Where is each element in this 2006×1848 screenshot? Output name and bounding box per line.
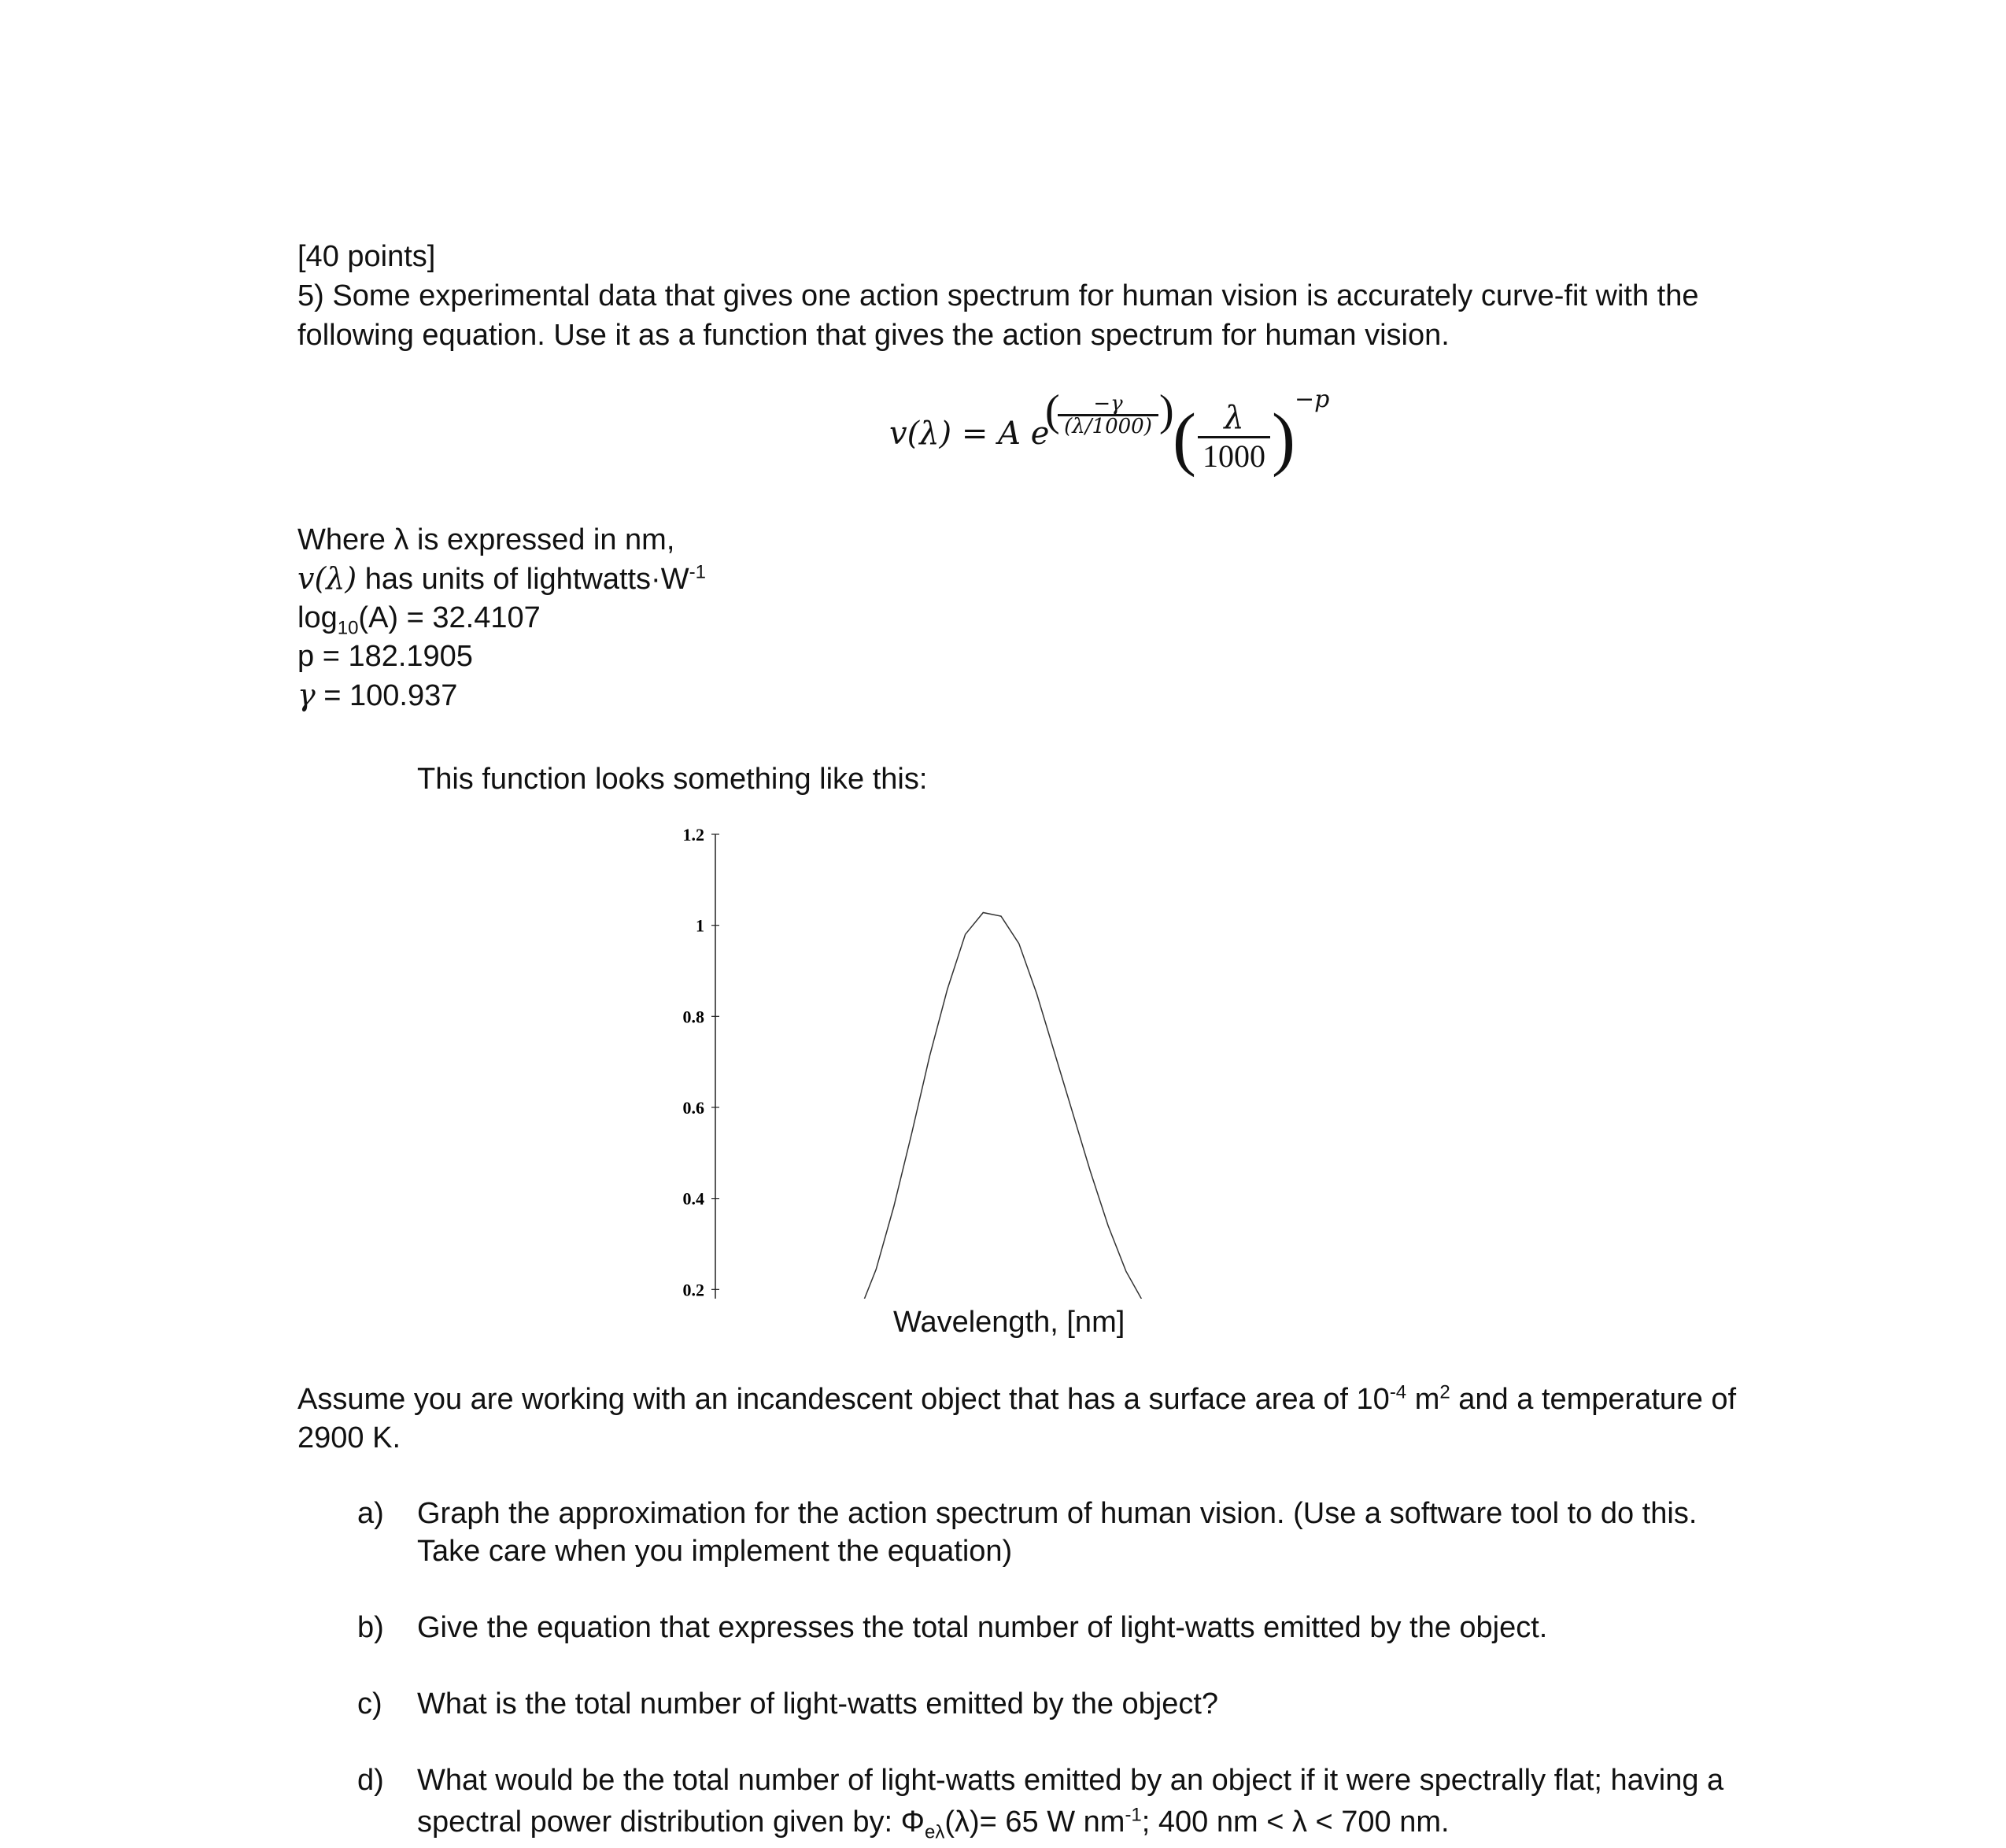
logA-value: (A) = 32.4107 bbox=[358, 601, 541, 634]
part-b-label: b) bbox=[357, 1611, 384, 1644]
part-a-label: a) bbox=[357, 1497, 384, 1530]
part-d-line-2 bbox=[417, 1803, 1450, 1842]
units-line bbox=[297, 560, 706, 599]
y-tick-label: 0.4 bbox=[682, 1188, 704, 1209]
exponent: -1 bbox=[1125, 1804, 1142, 1826]
question-line-1: 5) Some experimental data that gives one action spectrum for human vision is accurately curve-fit with the bbox=[297, 279, 1699, 312]
y-tick-label: 0.2 bbox=[682, 1280, 704, 1299]
units-sup: -1 bbox=[689, 561, 706, 583]
y-tick-label: 1 bbox=[696, 915, 704, 936]
exponent-fraction bbox=[1058, 394, 1158, 437]
y-tick-label: 1.2 bbox=[682, 825, 704, 845]
main-fraction bbox=[1198, 400, 1270, 475]
assume-text: Assume you are working with an incandescent object that has a surface area of 10 bbox=[297, 1383, 1390, 1416]
assume-line-1 bbox=[297, 1380, 1736, 1419]
part-d-line-1: What would be the total number of light-watts emitted by an object if it were spectrally flat; having a bbox=[417, 1764, 1724, 1797]
exponent-numerator: −γ bbox=[1093, 392, 1123, 416]
log-text: log bbox=[297, 601, 338, 634]
logA-line bbox=[297, 599, 541, 638]
exponent: -4 bbox=[1389, 1381, 1407, 1403]
gamma-line bbox=[297, 676, 457, 715]
part-c-label: c) bbox=[357, 1687, 382, 1720]
action-spectrum-chart bbox=[630, 811, 1377, 1299]
part-d-text: (λ)= 65 W nm bbox=[944, 1805, 1125, 1839]
log-base: 10 bbox=[337, 617, 359, 639]
question-line-2: following equation. Use it as a function that gives the action spectrum for human vision. bbox=[297, 319, 1450, 352]
part-d-label: d) bbox=[357, 1764, 384, 1797]
unit: m bbox=[1406, 1383, 1440, 1416]
x-axis-label: Wavelength, [nm] bbox=[893, 1306, 1125, 1339]
intro-text: This function looks something like this: bbox=[417, 763, 928, 796]
units-text: has units of lightwatts·W bbox=[356, 563, 689, 596]
equation-lhs: v(λ) = A e bbox=[889, 416, 1050, 452]
part-d-text: spectral power distribution given by: Φ bbox=[417, 1805, 925, 1839]
exponent: 2 bbox=[1439, 1381, 1450, 1403]
spectrum-line bbox=[751, 913, 1340, 1299]
part-d-text: ; 400 nm < λ < 700 nm. bbox=[1141, 1805, 1450, 1839]
p-line: p = 182.1905 bbox=[297, 640, 473, 673]
gamma-value: = 100.937 bbox=[315, 679, 458, 712]
y-tick-label: 0.8 bbox=[682, 1007, 704, 1027]
part-b-text: Give the equation that expresses the total number of light-watts emitted by the object. bbox=[417, 1611, 1548, 1644]
part-c-text: What is the total number of light-watts emitted by the object? bbox=[417, 1687, 1219, 1720]
subscript: eλ bbox=[924, 1821, 945, 1843]
exponent-denominator: (λ/1000) bbox=[1058, 414, 1158, 437]
where-line: Where λ is expressed in nm, bbox=[297, 523, 675, 556]
fraction-denominator: 1000 bbox=[1198, 436, 1270, 475]
points-label: [40 points] bbox=[297, 240, 436, 273]
assume-line-2: 2900 K. bbox=[297, 1421, 401, 1454]
gamma-symbol: γ bbox=[297, 678, 316, 712]
assume-text: and a temperature of bbox=[1450, 1383, 1737, 1416]
part-a-line-2: Take care when you implement the equation) bbox=[417, 1535, 1013, 1568]
equation-power: −p bbox=[1295, 386, 1330, 413]
fraction-numerator: λ bbox=[1224, 400, 1244, 436]
units-symbol: v(λ) bbox=[297, 561, 357, 596]
y-tick-label: 0.6 bbox=[682, 1098, 704, 1118]
part-a-line-1: Graph the approximation for the action spectrum of human vision. (Use a software tool to do this. bbox=[417, 1497, 1698, 1530]
